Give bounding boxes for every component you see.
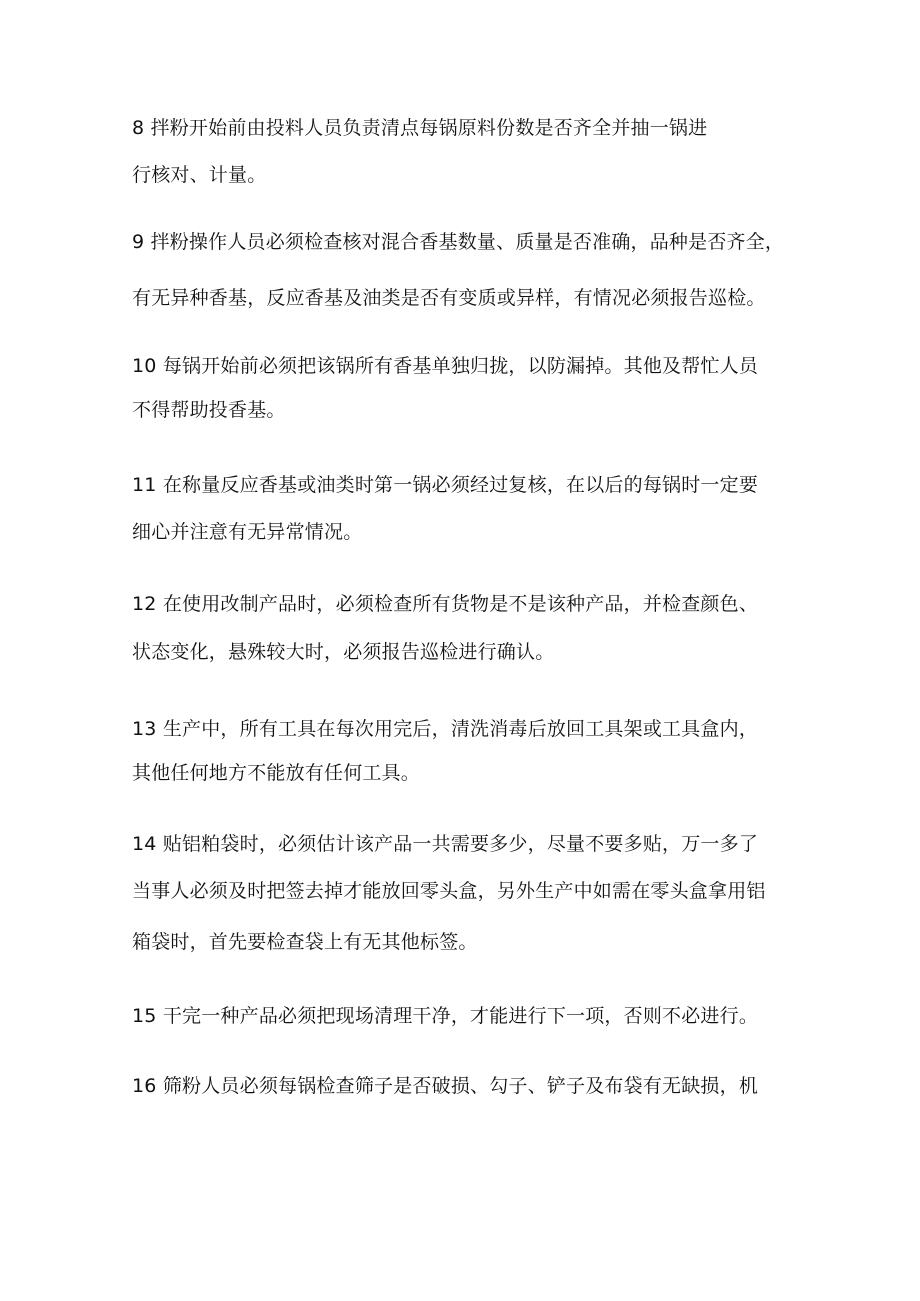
rule-line: 状态变化，悬殊较大时，必须报告巡检进行确认。 [132, 641, 555, 663]
rule-line: 12 在使用改制产品时，必须检查所有货物是不是该种产品，并检查颜色、 [132, 593, 759, 615]
rule-line: 15 干完一种产品必须把现场清理干净，才能进行下一项，否则不必进行。 [132, 1005, 759, 1027]
rule-line: 11 在称量反应香基或油类时第一锅必须经过复核，在以后的每锅时一定要 [132, 474, 759, 496]
rule-line: 细心并注意有无异常情况。 [132, 521, 363, 543]
rule-line: 箱袋时，首先要检查袋上有无其他标签。 [132, 931, 478, 953]
rule-line: 有无异种香基，反应香基及油类是否有变质或异样，有情况必须报告巡检。 [132, 287, 766, 309]
rule-line: 行核对、计量。 [132, 164, 267, 186]
rule-line: 10 每锅开始前必须把该锅所有香基单独归拢，以防漏掉。其他及帮忙人员 [132, 355, 759, 377]
rule-line: 13 生产中，所有工具在每次用完后，清洗消毒后放回工具架或工具盒内， [132, 718, 759, 740]
rule-line: 当事人必须及时把签去掉才能放回零头盒，另外生产中如需在零头盒拿用铝 [132, 880, 766, 902]
rule-line: 其他任何地方不能放有任何工具。 [132, 762, 421, 784]
rule-line: 9 拌粉操作人员必须检查核对混合香基数量、质量是否准确，品种是否齐全， [132, 231, 785, 253]
rule-line: 16 筛粉人员必须每锅检查筛子是否破损、勾子、铲子及布袋有无缺损，机 [132, 1075, 759, 1097]
rule-line: 8 拌粉开始前由投料人员负责清点每锅原料份数是否齐全并抽一锅进 [132, 117, 708, 139]
rule-line: 不得帮助投香基。 [132, 399, 286, 421]
rule-line: 14 贴铝粕袋时，必须估计该产品一共需要多少，尽量不要多贴，万一多了 [132, 833, 759, 855]
